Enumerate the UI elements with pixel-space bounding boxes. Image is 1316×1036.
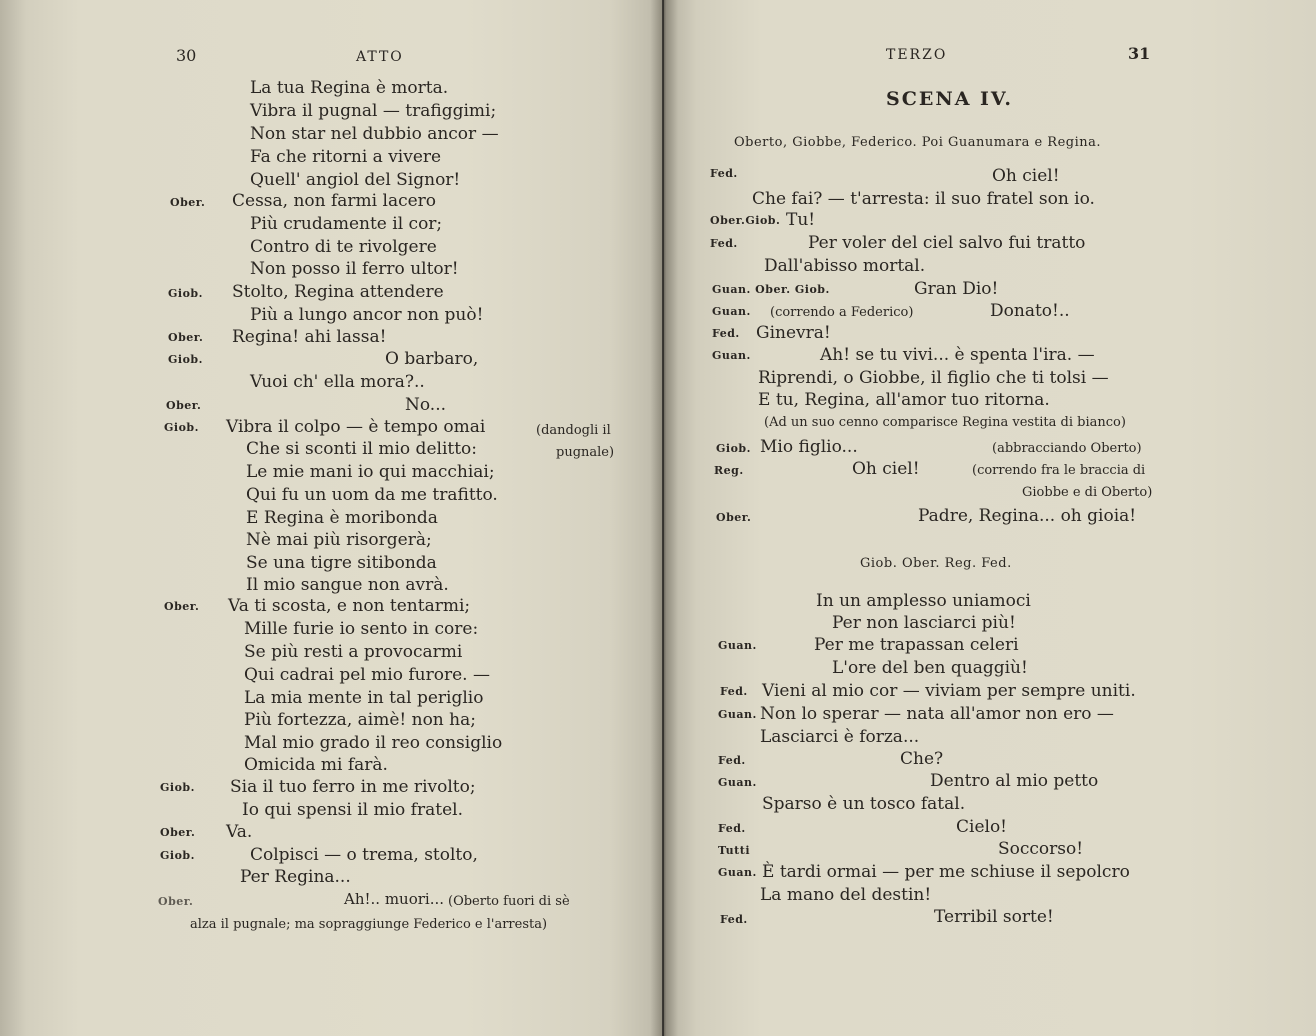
verse-line: Omicida mi farà.: [244, 755, 388, 775]
verse-line: Contro di te rivolgere: [250, 237, 437, 257]
verse-line: Vibra il pugnal — trafiggimi;: [250, 101, 497, 121]
verse-line: No...: [405, 395, 447, 415]
right-page: [664, 0, 1316, 1036]
verse-line: Cessa, non farmi lacero: [232, 191, 437, 211]
verse-line: Vieni al mio cor — viviam per sempre uniti.: [762, 681, 1136, 701]
verse-line: Vuoi ch' ella mora?..: [250, 372, 425, 392]
verse-line: Vibra il colpo — è tempo omai: [226, 417, 486, 437]
running-head: TERZO: [886, 47, 948, 63]
verse-line: Cielo!: [956, 817, 1008, 837]
verse-line: Terribil sorte!: [934, 907, 1054, 927]
speaker-label: Giob.: [160, 849, 195, 862]
speaker-label: Ober.: [160, 826, 196, 839]
verse-line: La mano del destin!: [760, 885, 932, 905]
verse-line: O barbaro,: [385, 349, 479, 369]
speaker-label: Tutti: [718, 844, 751, 857]
speaker-label: Fed.: [720, 685, 748, 698]
verse-line: Fa che ritorni a vivere: [250, 147, 442, 167]
running-head: ATTO: [356, 49, 404, 65]
verse-line: Mille furie io sento in core:: [244, 619, 479, 639]
verse-line: Dall'abisso mortal.: [764, 256, 926, 276]
verse-line: Tu!: [786, 210, 816, 230]
verse-line: Non star nel dubbio ancor —: [250, 124, 499, 144]
verse-line: Ah!.. muori...: [344, 890, 445, 908]
verse-line: Dentro al mio petto: [930, 771, 1099, 791]
speaker-label: Ober.Giob.: [710, 214, 781, 227]
verse-line: L'ore del ben quaggiù!: [832, 658, 1028, 678]
verse-line: Mal mio grado il reo consiglio: [244, 733, 503, 753]
speaker-label: Fed.: [710, 167, 738, 180]
page-number: 31: [1128, 44, 1151, 63]
speaker-label: Guan. Ober. Giob.: [712, 283, 830, 296]
speaker-label: Giob.: [168, 353, 203, 366]
verse-line: Regina! ahi lassa!: [232, 327, 387, 347]
verse-line: Ah! se tu vivi... è spenta l'ira. —: [820, 345, 1095, 365]
verse-line: Io qui spensi il mio fratel.: [242, 800, 463, 820]
verse-line: Per voler del ciel salvo fui tratto: [808, 233, 1086, 253]
verse-line: La tua Regina è morta.: [250, 78, 449, 98]
verse-line: Oh ciel!: [992, 166, 1060, 186]
verse-line: Se più resti a provocarmi: [244, 642, 463, 662]
verse-line: E tu, Regina, all'amor tuo ritorna.: [758, 390, 1050, 410]
speaker-label: Guan.: [718, 639, 757, 652]
speaker-label: Giob.: [160, 781, 195, 794]
speaker-label: Fed.: [718, 822, 746, 835]
verse-line: Più fortezza, aimè! non ha;: [244, 710, 476, 730]
verse-line: Qui fu un uom da me trafitto.: [246, 485, 498, 505]
verse-line: Padre, Regina... oh gioia!: [918, 506, 1137, 526]
verse-line: Se una tigre sitibonda: [246, 553, 437, 573]
verse-line: Che si sconti il mio delitto:: [246, 439, 478, 459]
speaker-label: Guan.: [712, 349, 751, 362]
verse-line: Mio figlio...: [760, 437, 858, 457]
cast-list: Oberto, Giobbe, Federico. Poi Guanumara e Regina.: [734, 135, 1102, 150]
verse-line: Gran Dio!: [914, 279, 999, 299]
verse-line: La mia mente in tal periglio: [244, 688, 484, 708]
verse-line: Ginevra!: [756, 323, 831, 343]
speaker-label: Ober.: [164, 600, 200, 613]
speaker-label: Guan.: [718, 776, 757, 789]
verse-line: Sia il tuo ferro in me rivolto;: [230, 777, 476, 797]
verse-line: Qui cadrai pel mio furore. —: [244, 665, 490, 685]
speaker-label: Giob.: [168, 287, 203, 300]
verse-line: Non posso il ferro ultor!: [250, 259, 459, 279]
speaker-label: Guan.: [718, 866, 757, 879]
stage-direction: (abbracciando Oberto): [992, 441, 1142, 456]
verse-line: Lasciarci è forza...: [760, 727, 920, 747]
verse-line: Colpisci — o trema, stolto,: [250, 845, 478, 865]
stage-direction: (correndo a Federico): [770, 305, 914, 320]
speaker-label: Fed.: [710, 237, 738, 250]
verse-line: Sparso è un tosco fatal.: [762, 794, 966, 814]
stage-direction: (Ad un suo cenno comparisce Regina vestita di bianco): [764, 415, 1126, 430]
verse-line: Non lo sperar — nata all'amor non ero —: [760, 704, 1114, 724]
verse-line: E Regina è moribonda: [246, 508, 438, 528]
speaker-label: Guan.: [712, 305, 751, 318]
verse-line: Per Regina...: [240, 867, 351, 887]
speaker-label: Fed.: [718, 754, 746, 767]
book-gutter: [650, 0, 678, 1036]
verse-line: Per me trapassan celeri: [814, 635, 1019, 655]
verse-line: Stolto, Regina attendere: [232, 282, 444, 302]
verse-line: Oh ciel!: [852, 459, 920, 479]
speaker-label: Ober.: [158, 895, 194, 908]
verse-line: In un amplesso uniamoci: [816, 591, 1031, 611]
speaker-label: Reg.: [714, 464, 744, 477]
page-number: 30: [176, 46, 197, 65]
speaker-label: Ober.: [166, 399, 202, 412]
verse-line: È tardi ormai — per me schiuse il sepolcro: [762, 862, 1130, 882]
speaker-label: Ober.: [168, 331, 204, 344]
verse-line: Il mio sangue non avrà.: [246, 575, 449, 595]
stage-direction: (dandogli il: [536, 423, 611, 438]
speakers-heading: Giob. Ober. Reg. Fed.: [860, 556, 1012, 571]
verse-line: Nè mai più risorgerà;: [246, 530, 432, 550]
speaker-label: Guan.: [718, 708, 757, 721]
speaker-label: Fed.: [720, 913, 748, 926]
verse-line: Riprendi, o Giobbe, il figlio che ti tolsi —: [758, 368, 1109, 388]
verse-line: Le mie mani io qui macchiai;: [246, 462, 495, 482]
stage-direction: (Oberto fuori di sè: [448, 894, 570, 909]
verse-line: Che fai? — t'arresta: il suo fratel son io.: [752, 189, 1095, 209]
verse-line: Soccorso!: [998, 839, 1084, 859]
verse-line: Più a lungo ancor non può!: [250, 305, 484, 325]
speaker-label: Ober.: [170, 196, 206, 209]
verse-line: Va ti scosta, e non tentarmi;: [228, 596, 471, 616]
stage-direction: (correndo fra le braccia di: [972, 463, 1146, 478]
verse-line: Per non lasciarci più!: [832, 613, 1016, 633]
speaker-label: Fed.: [712, 327, 740, 340]
verse-line: Che?: [900, 749, 944, 769]
verse-line: Quell' angiol del Signor!: [250, 170, 461, 190]
stage-direction: pugnale): [556, 445, 615, 460]
verse-line: Va.: [226, 822, 253, 842]
speaker-label: Giob.: [164, 421, 199, 434]
speaker-label: Ober.: [716, 511, 752, 524]
verse-line: Più crudamente il cor;: [250, 214, 443, 234]
stage-direction: Giobbe e di Oberto): [1022, 485, 1153, 500]
verse-line: Donato!..: [990, 301, 1070, 321]
stage-direction: alza il pugnale; ma sopraggiunge Federico e l'arresta): [190, 917, 548, 932]
speaker-label: Giob.: [716, 442, 751, 455]
scene-title: SCENA IV.: [886, 88, 1013, 110]
